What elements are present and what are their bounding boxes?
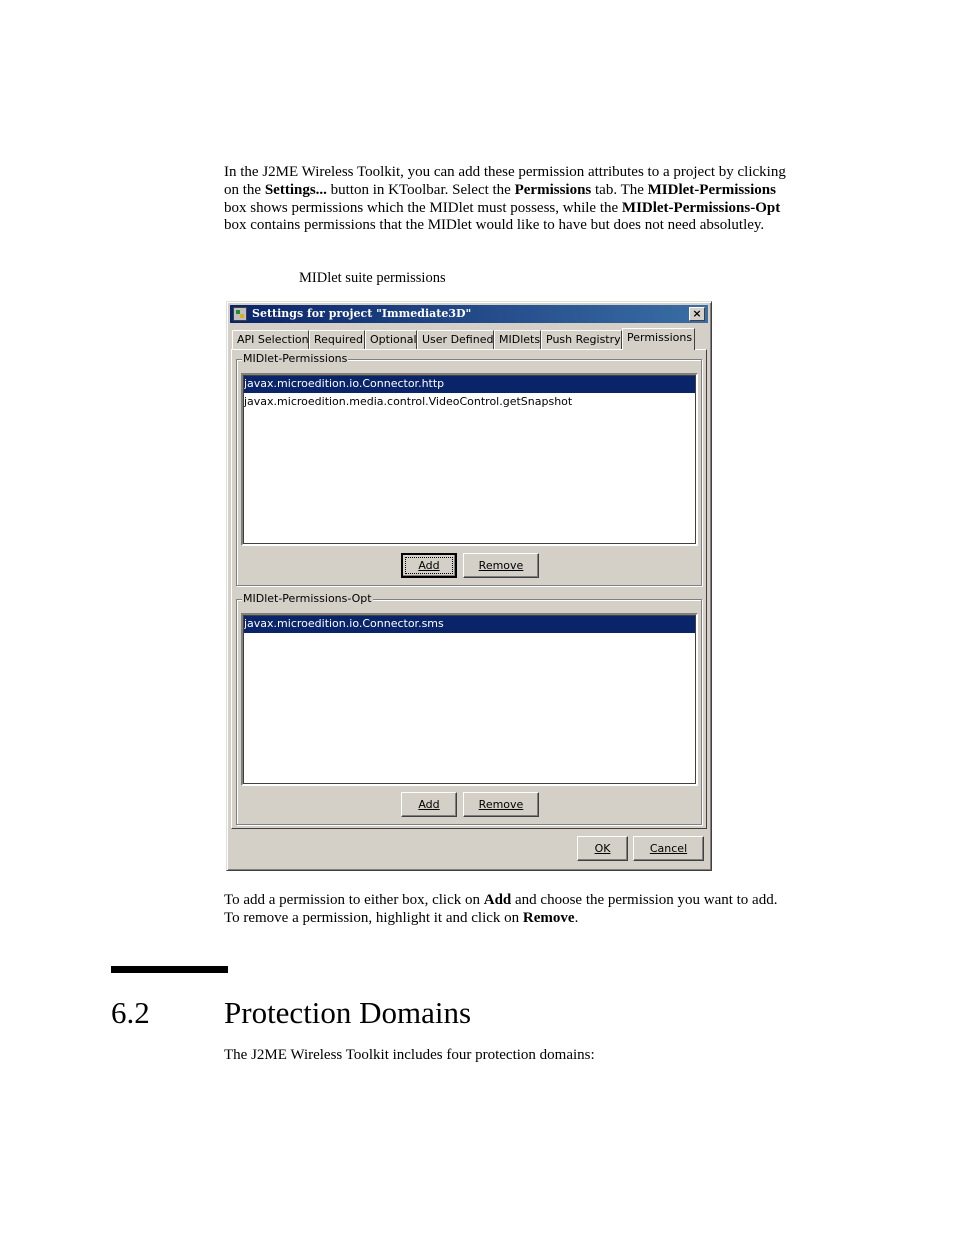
dialog-title: Settings for project "Immediate3D" [252, 307, 472, 320]
cancel-label: Cancel [649, 842, 688, 855]
figure-caption: MIDlet suite permissions [299, 270, 446, 286]
intro-text-3: tab. The [591, 181, 648, 198]
settings-dialog [226, 301, 712, 871]
after-text-3: . [574, 909, 579, 926]
section-rule [111, 966, 228, 973]
midlet-permissions-opt-term: MIDlet-Permissions-Opt [621, 199, 781, 216]
intro-text-4: box shows permissions which the MIDlet must possess, while the [224, 199, 622, 216]
section-text: The J2ME Wireless Toolkit includes four protection domains: [224, 1047, 595, 1063]
midlet-permissions-list[interactable] [241, 373, 698, 546]
dialog-titlebar [230, 305, 708, 323]
add-optional-permission-label: Add [418, 798, 440, 811]
add-permission-label: Add [418, 559, 440, 572]
ok-label: OK [594, 842, 611, 855]
midlet-permissions-group [236, 352, 702, 586]
midlet-permissions-opt-list[interactable] [241, 613, 698, 786]
remove-optional-permission-label: Remove [478, 798, 524, 811]
midlet-permissions-label: MIDlet-Permissions [243, 352, 348, 365]
add-optional-permission-button[interactable] [401, 792, 457, 817]
tab-permissions[interactable]: Permissions [622, 328, 695, 350]
ok-button[interactable] [577, 836, 628, 861]
tab-optional[interactable]: Optional [365, 330, 417, 349]
midlet-permissions-opt-label: MIDlet-Permissions-Opt [243, 592, 372, 605]
tab-user-defined[interactable]: User Defined [417, 330, 494, 349]
intro-paragraph [224, 164, 794, 235]
add-term: Add [483, 892, 512, 908]
add-permission-button[interactable] [401, 553, 457, 578]
tab-required[interactable]: Required [309, 330, 365, 349]
remove-term: Remove [522, 909, 575, 926]
close-button[interactable]: × [689, 307, 705, 321]
tab-api-selection[interactable]: API Selection [232, 330, 309, 349]
instructions-paragraph [224, 892, 794, 928]
section-title: Protection Domains [224, 995, 472, 1030]
intro-text-5: box contains permissions that the MIDlet would like to have but does not need absolutley. [224, 217, 765, 234]
remove-permission-button[interactable] [463, 553, 539, 578]
section-number: 6.2 [111, 995, 150, 1030]
midlet-permissions-term: MIDlet-Permissions [647, 181, 776, 198]
settings-term: Settings... [264, 181, 327, 198]
intro-text-1: In the J2ME Wireless Toolkit, you can add these permission attributes to a project by clicking on the [224, 164, 786, 198]
list-item[interactable]: javax.microedition.media.control.VideoControl.getSnapshot [244, 395, 573, 408]
after-text-1: To add a permission to either box, click on [224, 892, 484, 908]
app-icon [233, 307, 247, 321]
tab-midlets[interactable]: MIDlets [494, 330, 541, 349]
list-item[interactable]: javax.microedition.io.Connector.http [243, 375, 696, 393]
remove-permission-label: Remove [478, 559, 524, 572]
permissions-term: Permissions [514, 181, 592, 198]
midlet-permissions-opt-group [236, 592, 702, 825]
intro-text-2: button in KToolbar. Select the [326, 181, 515, 198]
tab-push-registry[interactable]: Push Registry [541, 330, 622, 349]
permissions-panel [231, 349, 707, 829]
after-text-2: and choose the permission you want to add. To remove a permission, highlight it and click on [224, 892, 778, 926]
list-item[interactable]: javax.microedition.io.Connector.sms [243, 615, 696, 633]
cancel-button[interactable] [633, 836, 704, 861]
remove-optional-permission-button[interactable] [463, 792, 539, 817]
